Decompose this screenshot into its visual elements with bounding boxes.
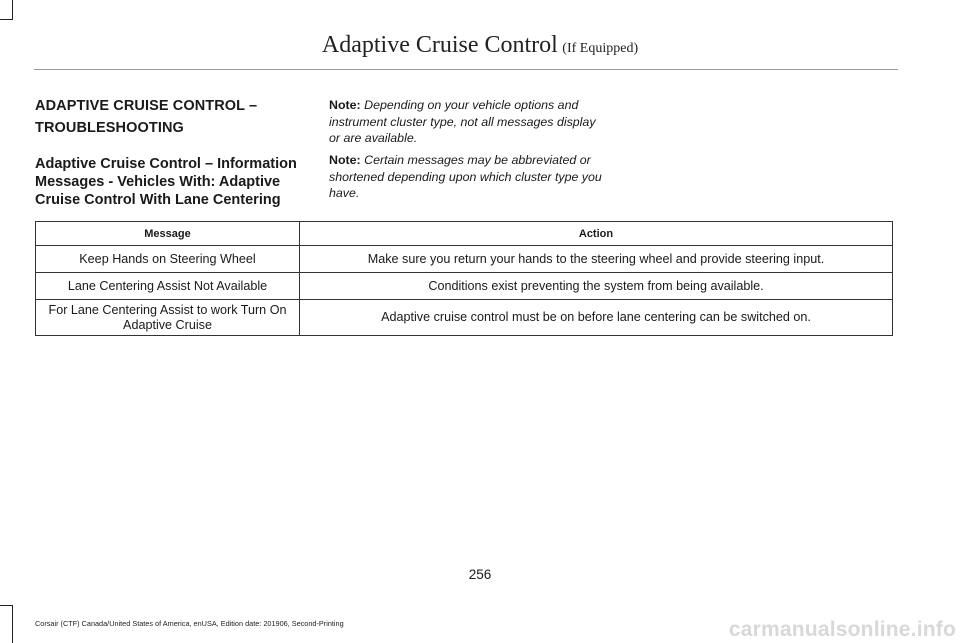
- message-cell: Lane Centering Assist Not Available: [36, 273, 300, 300]
- action-cell: Adaptive cruise control must be on before lane centering can be switched on.: [300, 300, 893, 336]
- column-header-message: Message: [36, 222, 300, 246]
- action-cell: Make sure you return your hands to the steering wheel and provide steering input.: [300, 246, 893, 273]
- header-subtitle: (If Equipped): [562, 41, 639, 56]
- note-1: [329, 97, 609, 147]
- crop-mark-top-left-horizontal: [0, 19, 13, 20]
- message-cell: Keep Hands on Steering Wheel: [36, 246, 300, 273]
- action-cell: Conditions exist preventing the system from being available.: [300, 273, 893, 300]
- crop-mark-bottom-left-vertical: [12, 605, 13, 643]
- table-header-row: [36, 222, 893, 246]
- crop-mark-bottom-left-horizontal: [0, 605, 13, 606]
- table-row: [36, 246, 893, 273]
- crop-mark-top-left-vertical: [12, 0, 13, 20]
- note-text: Depending on your vehicle options and instrument cluster type, not all messages display or are available.: [329, 98, 596, 145]
- message-cell: For Lane Centering Assist to work Turn On Adaptive Cruise: [36, 300, 300, 336]
- watermark: carmanualsonline.info: [728, 618, 956, 641]
- note-2: [329, 152, 609, 202]
- note-text: Certain messages may be abbreviated or shortened depending upon which cluster type you have.: [329, 153, 602, 200]
- messages-table: [35, 221, 893, 336]
- header-rule: [34, 69, 898, 70]
- table-row: [36, 273, 893, 300]
- table-row: [36, 300, 893, 336]
- column-header-action: Action: [300, 222, 893, 246]
- footer-edition-info: Corsair (CTF) Canada/United States of America, enUSA, Edition date: 201906, Second-Printing: [35, 619, 344, 628]
- header-title: Adaptive Cruise Control: [321, 32, 558, 58]
- section-subheading: Adaptive Cruise Control – Information Messages - Vehicles With: Adaptive Cruise Control With Lane Centering: [35, 156, 297, 208]
- section-heading-line1: ADAPTIVE CRUISE CONTROL –: [35, 98, 258, 114]
- page-header: [0, 32, 960, 59]
- section-heading-line2: TROUBLESHOOTING: [35, 120, 184, 136]
- note-label: Note:: [329, 98, 361, 112]
- page-number: 256: [468, 567, 492, 582]
- note-label: Note:: [329, 153, 361, 167]
